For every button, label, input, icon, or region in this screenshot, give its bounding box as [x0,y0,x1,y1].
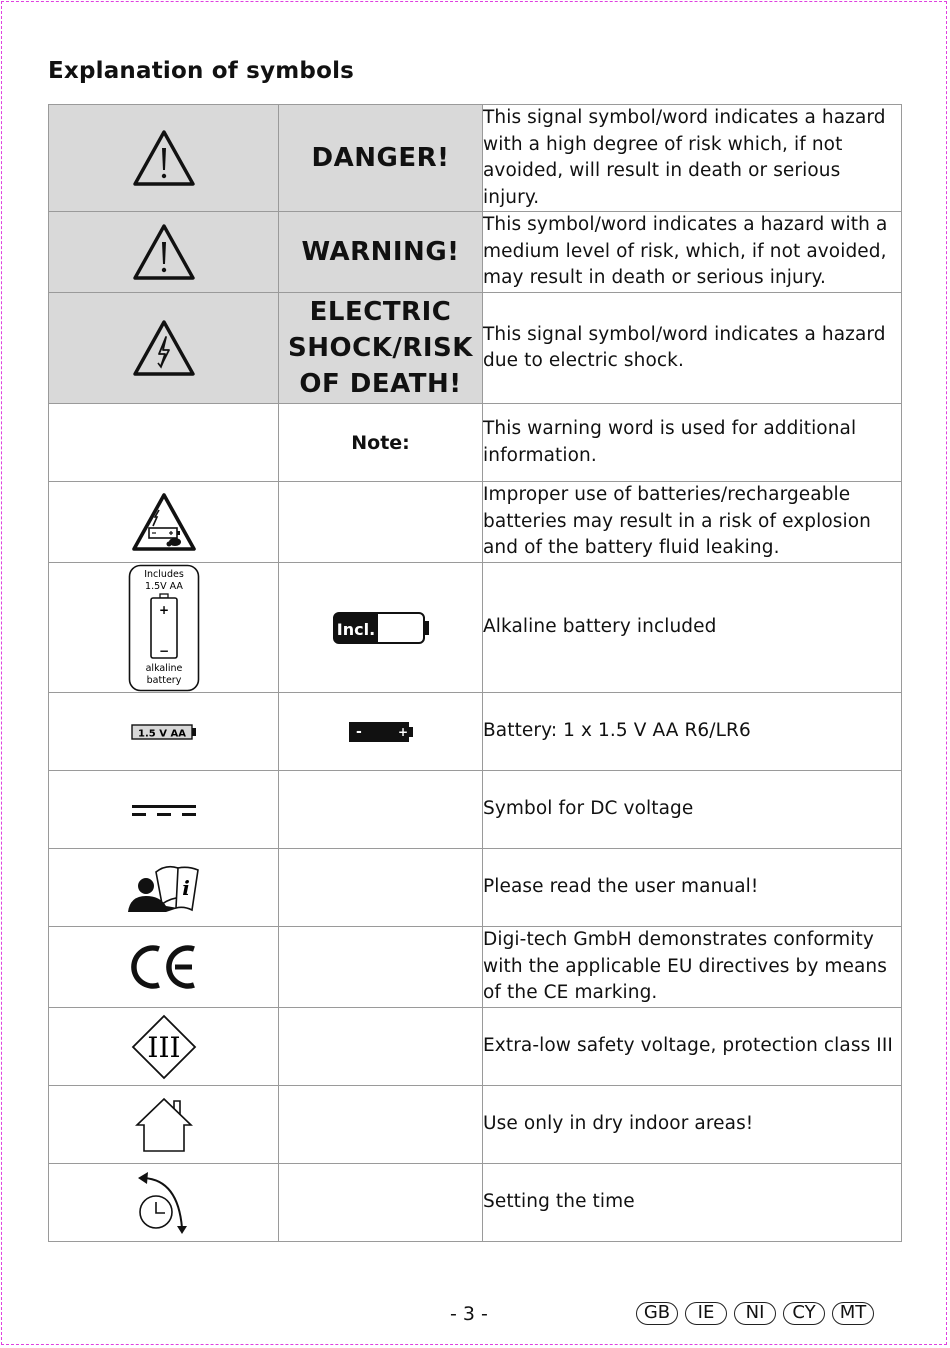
setting-time-clock-icon [134,1170,194,1236]
symbols-table [48,104,902,1242]
signal-word-cell [279,849,483,927]
battery-plus-sign: + [397,724,408,739]
signal-word-cell [279,927,483,1008]
signal-word-cell [279,482,483,563]
table-row-battery-type [49,693,902,771]
signal-word-electric-line-1: ELECTRIC [309,297,452,327]
warning-triangle-icon [131,222,197,282]
signal-word-warning: WARNING! [301,237,460,267]
battery-1-5v-aa-icon [131,723,197,741]
signal-word-cell [279,1008,483,1086]
country-code-ni: NI [734,1302,776,1325]
symbol-cell [49,563,279,693]
danger-warning-triangle-icon [131,128,197,188]
table-row-ce-mark [49,927,902,1008]
symbol-cell [49,482,279,563]
table-row-battery-warning [49,482,902,563]
description-alkaline-included: Alkaline battery included [483,563,902,693]
signal-word-cell [279,1086,483,1164]
signal-word-danger: DANGER! [311,143,450,173]
battery-incl-label: Incl. [336,619,375,639]
indoor-use-house-icon [134,1097,194,1153]
description-dc-voltage: Symbol for DC voltage [483,771,902,849]
description-setting-time: Setting the time [483,1164,902,1242]
battery-voltage-label: 1.5 V AA [137,728,186,740]
symbol-cell [49,105,279,212]
signal-word-cell [279,105,483,212]
symbol-cell [49,771,279,849]
signal-word-cell [279,563,483,693]
signal-word-cell [279,212,483,293]
signal-word-cell [279,771,483,849]
manual-info-letter: i [181,875,190,900]
country-code-gb: GB [636,1302,678,1325]
table-row-danger [49,105,902,212]
table-row-protection-class [49,1008,902,1086]
signal-word-cell [279,1164,483,1242]
description-protection-class: Extra-low safety voltage, protection class III [483,1008,902,1086]
ce-mark-icon [131,943,197,991]
symbol-cell [49,1008,279,1086]
table-row-alkaline-included [49,563,902,693]
description-warning: This symbol/word indicates a hazard with a medium level of risk, which, if not avoided, may result in death or serious injury. [483,212,902,293]
symbol-cell [49,693,279,771]
dc-voltage-icon [131,803,197,819]
battery-polarity-icon [348,721,414,743]
table-row-read-manual [49,849,902,927]
signal-word-note: Note: [351,431,410,454]
page-number: - 3 - [450,1303,488,1325]
description-danger: This signal symbol/word indicates a hazard with a high degree of risk which, if not avoided, will result in death or serious injury. [483,105,902,212]
description-note: This warning word is used for additional information. [483,404,902,482]
symbol-cell [49,1164,279,1242]
country-codes [636,1302,874,1328]
signal-word-electric-line-2: SHOCK/RISK [288,333,473,363]
signal-word-cell [279,293,483,404]
electric-shock-triangle-icon [131,318,197,378]
description-ce-mark: Digi-tech GmbH demonstrates conformity with the applicable EU directives by means of the CE marking. [483,927,902,1008]
table-row-electric-shock [49,293,902,404]
read-manual-icon [126,862,202,914]
symbol-cell [49,1086,279,1164]
battery-incl-icon [332,611,430,645]
battery-explosion-warning-icon [131,492,197,552]
symbol-cell [49,849,279,927]
icon-text-alkaline: alkaline [145,662,182,674]
page-title: Explanation of symbols [48,58,355,84]
description-read-manual: Please read the user manual! [483,849,902,927]
signal-word-cell [279,404,483,482]
icon-text-includes: Includes [143,568,184,580]
alkaline-battery-included-icon [128,564,200,692]
signal-word-cell [279,693,483,771]
protection-class-iii-icon [131,1014,197,1080]
icon-text-minus: − [158,643,169,658]
description-indoor-use: Use only in dry indoor areas! [483,1086,902,1164]
country-code-cy: CY [783,1302,825,1325]
table-row-note [49,404,902,482]
table-row-setting-time [49,1164,902,1242]
country-code-mt: MT [832,1302,874,1325]
icon-text-plus: + [158,602,169,617]
icon-text-voltage: 1.5V AA [144,580,183,592]
table-row-indoor-use [49,1086,902,1164]
country-code-ie: IE [685,1302,727,1325]
symbol-cell [49,212,279,293]
battery-minus-sign: - [355,723,362,740]
symbol-cell [49,404,279,482]
symbol-cell [49,927,279,1008]
description-battery-warning: Improper use of batteries/rechargeable batteries may result in a risk of explosion and of the battery fluid leaking. [483,482,902,563]
description-battery-type: Battery: 1 x 1.5 V AA R6/LR6 [483,693,902,771]
protection-class-numeral: III [146,1030,181,1064]
description-electric-shock: This signal symbol/word indicates a hazard due to electric shock. [483,293,902,404]
icon-text-battery: battery [146,674,181,686]
signal-word-electric-line-3: OF DEATH! [299,369,462,399]
table-row-dc-voltage [49,771,902,849]
table-row-warning [49,212,902,293]
symbol-cell [49,293,279,404]
